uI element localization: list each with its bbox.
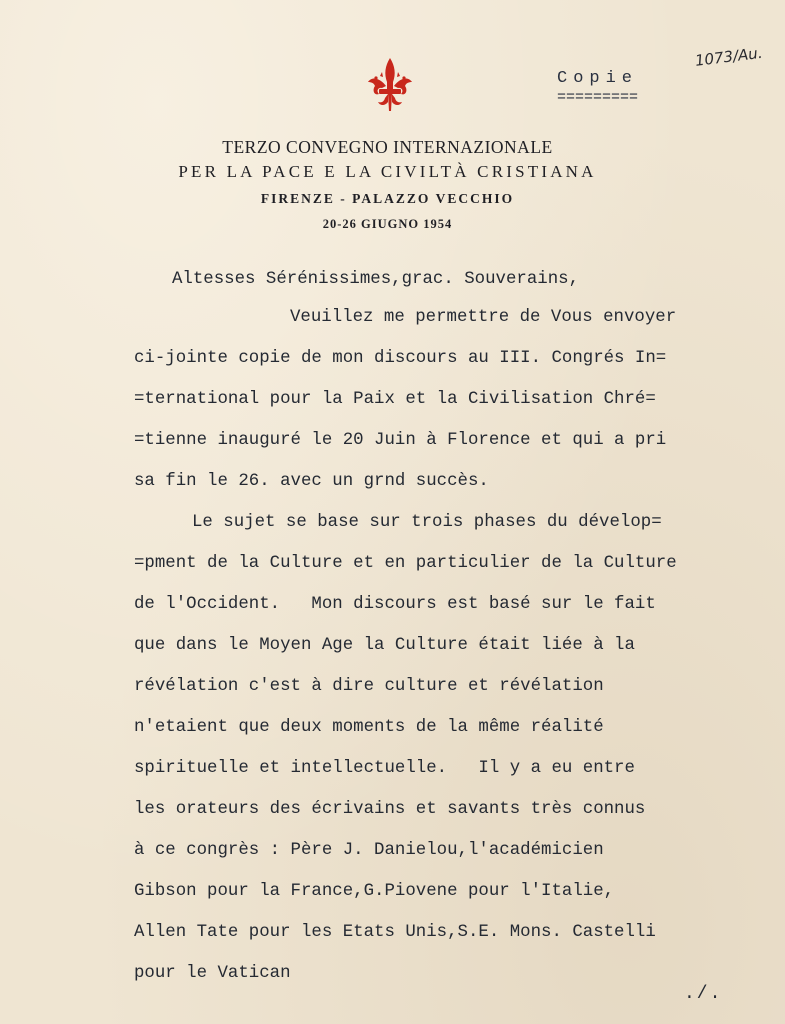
letter-line: spirituelle et intellectuelle. Il y a eu entre: [134, 759, 635, 778]
letter-line: Gibson pour la France,G.Piovene pour l'Italie,: [134, 882, 615, 901]
letter-line: sa fin le 26. avec un grnd succès.: [134, 472, 489, 491]
copy-mark-underline: =========: [557, 89, 639, 106]
handwritten-reference-note: 1073/Au.: [694, 43, 764, 70]
copy-mark: Copie: [557, 69, 639, 88]
letter-line: à ce congrès : Père J. Danielou,l'académicien: [134, 841, 604, 860]
letter-line: de l'Occident. Mon discours est basé sur le fait: [134, 595, 656, 614]
letter-line: =pment de la Culture et en particulier de la Culture: [134, 554, 677, 573]
bleed-through-decoration: [150, 250, 160, 270]
letterhead-title-line-2: PER LA PACE E LA CIVILTÀ CRISTIANA: [178, 162, 597, 181]
letter-salutation: Altesses Sérénissimes,grac. Souverains,: [172, 270, 580, 289]
letterhead-dates: 20-26 GIUGNO 1954: [322, 217, 453, 231]
letter-line: les orateurs des écrivains et savants très connus: [134, 800, 646, 819]
letter-line: Le sujet se base sur trois phases du dévelop=: [192, 513, 662, 532]
letter-line: pour le Vatican: [134, 964, 291, 983]
letterhead-place: FIRENZE - PALAZZO VECCHIO: [260, 191, 515, 206]
continuation-mark: ./.: [684, 984, 723, 1004]
letter-line: que dans le Moyen Age la Culture était liée à la: [134, 636, 635, 655]
letter-line: =tienne inauguré le 20 Juin à Florence et qui a pri: [134, 431, 667, 450]
florentine-lily-icon: [366, 56, 414, 114]
letter-line: Veuillez me permettre de Vous envoyer: [290, 308, 677, 327]
letter-line: Allen Tate pour les Etats Unis,S.E. Mons. Castelli: [134, 923, 656, 942]
letter-line: n'etaient que deux moments de la même réalité: [134, 718, 604, 737]
letter-line: ci-jointe copie de mon discours au III. Congrés In=: [134, 349, 667, 368]
letter-line: =ternational pour la Paix et la Civilisation Chré=: [134, 390, 656, 409]
letterhead-title-line-1: TERZO CONVEGNO INTERNAZIONALE: [222, 137, 553, 157]
letter-line: révélation c'est à dire culture et révélation: [134, 677, 604, 696]
